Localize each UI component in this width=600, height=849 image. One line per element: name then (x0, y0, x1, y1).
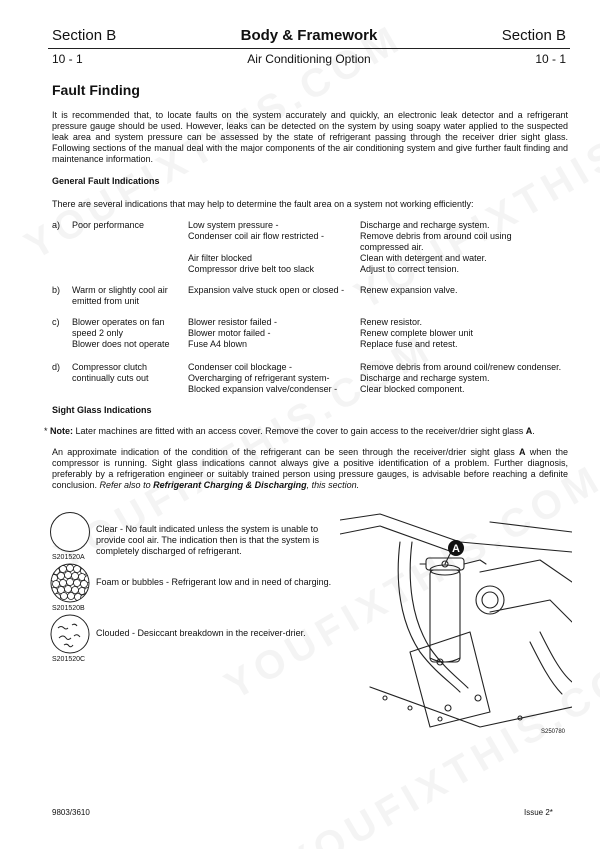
fault-remedy: Renew expansion valve. (360, 285, 458, 295)
note-end: . (532, 426, 535, 436)
sight-glass-code: S201520A (52, 554, 85, 561)
fault-causes (188, 285, 360, 296)
sight-glass-item-clear (48, 512, 348, 564)
fault-remedy: Discharge and recharge system. (360, 373, 490, 383)
fault-remedy: Discharge and recharge system. (360, 220, 490, 230)
fault-remedy: Renew resistor. (360, 317, 423, 327)
fault-remedy: compressed air. (360, 242, 424, 252)
figure-code: S250780 (541, 729, 566, 735)
fault-cause: Blower motor failed - (188, 328, 271, 338)
fault-row-c (52, 317, 572, 351)
fault-key: a) (52, 220, 61, 230)
footer-document-number: 9803/3610 (52, 808, 90, 817)
fault-row-b (52, 285, 572, 309)
fault-cause: Overcharging of refrigerant system- (188, 373, 330, 383)
page-subtitle: Air Conditioning Option (247, 52, 371, 66)
fault-cause: Blocked expansion valve/condenser - (188, 384, 338, 394)
fault-symptom: Blower operates on fan speed 2 only (72, 317, 165, 338)
sight-glass-code: S201520B (52, 605, 85, 612)
fault-remedies (360, 317, 570, 350)
sight-glass-foam-icon (50, 563, 90, 603)
fault-remedy: Replace fuse and retest. (360, 339, 458, 349)
sight-glass-note (44, 426, 535, 436)
fault-symptoms (72, 317, 187, 350)
fault-row-d (52, 362, 572, 396)
fault-causes (188, 317, 360, 350)
note-label: Note: (50, 426, 74, 436)
sight-glass-description: Clear - No fault indicated unless the system is unable to provide cool air. The indication then is that the system is completely discharged of refrigerant. (96, 524, 319, 556)
sight-glass-item-clouded (48, 614, 348, 666)
fault-symptom: Blower does not operate (72, 339, 170, 349)
sight-glass-paragraph (52, 447, 568, 491)
sight-glass-clear-icon (50, 512, 90, 552)
fault-cause: Condenser coil air flow restricted - (188, 231, 325, 241)
fault-cause: Compressor drive belt too slack (188, 264, 315, 274)
fault-finding-heading: Fault Finding (52, 82, 140, 98)
fault-finding-intro: It is recommended that, to locate faults on the system accurately and quickly, an electronic leak detector and a refrigerant pressure gauge should be used. However, leaks can be detected on the system by using soapy water applied to the suspected leak area and system pressure can be assessed by the state of refrigerant passing through the receiver drier sight glass. Following sections of the manual deal with the major components of the air conditioning system and give further fault finding and maintenance information. (52, 110, 568, 164)
sight-glass-clouded-icon (50, 614, 90, 654)
header-bottom-row (48, 52, 570, 68)
fault-remedy: Renew complete blower unit (360, 328, 474, 338)
fault-symptom: Poor performance (72, 220, 145, 230)
sight-glass-text-a: An approximate indication of the condition of the refrigerant can be seen through the receiver/drier sight glass (52, 447, 515, 457)
refer-also: Refer also to (99, 480, 151, 490)
sight-glass-item-foam (48, 563, 348, 615)
sight-glass-description: Foam or bubbles - Refrigerant low and in need of charging. (96, 577, 332, 587)
fault-cause: Air filter blocked (188, 253, 253, 263)
sight-glass-description: Clouded - Desiccant breakdown in the receiver-drier. (96, 628, 306, 638)
fault-remedy: Remove debris from around coil/renew condenser. (360, 362, 562, 372)
header-top-row (48, 27, 570, 47)
fault-key: c) (52, 317, 60, 327)
fault-symptom: Compressor clutch continually cuts out (72, 362, 149, 383)
section-left: Section B (52, 27, 117, 44)
fault-remedy: Adjust to correct tension. (360, 264, 460, 274)
fault-remedy: Clean with detergent and water. (360, 253, 487, 263)
fault-cause: Fuse A4 blown (188, 339, 248, 349)
note-text: Later machines are fitted with an access cover. Remove the cover to gain access to the receiver/drier sight glass (75, 426, 524, 436)
fault-remedy: Clear blocked component. (360, 384, 465, 394)
page-number-left: 10 - 1 (52, 52, 83, 66)
fault-remedies (360, 220, 570, 275)
fault-cause: Low system pressure - (188, 220, 279, 230)
fault-key: d) (52, 362, 61, 372)
fault-cause: Condenser coil blockage - (188, 362, 293, 372)
fault-symptom: Warm or slightly cool air emitted from unit (72, 285, 168, 306)
note-ref: A (525, 426, 533, 436)
page-title: Body & Framework (240, 27, 378, 44)
page-number-right: 10 - 1 (535, 52, 566, 66)
watermark (347, 66, 600, 319)
fault-cause (188, 242, 360, 253)
fault-causes (188, 220, 360, 275)
fault-remedy: Remove debris from around coil using (360, 231, 512, 241)
fault-causes (188, 362, 360, 395)
fault-key: b) (52, 285, 61, 295)
header-rule (48, 48, 570, 49)
fault-row-a (52, 220, 572, 276)
note-star: * (44, 426, 48, 436)
footer-issue: Issue 2* (524, 808, 553, 817)
sight-glass-text-b: when the compressor is running. Sight glass indications cannot always give a positive identification of a problem. Further diagnosis, preferably by a refrigeration engineer or suitably trained person using pressure gauges, is advisable before reaching a definite conclusion. (52, 447, 568, 490)
fault-cause: Blower resistor failed - (188, 317, 278, 327)
sight-glass-heading: Sight Glass Indications (52, 405, 152, 415)
section-right: Section B (501, 27, 566, 44)
sight-glass-ref: A (519, 447, 526, 457)
sight-glass-code: S201520C (52, 656, 86, 663)
general-fault-heading: General Fault Indications (52, 176, 160, 186)
general-fault-intro: There are several indications that may help to determine the fault area on a system not working efficiently: (52, 199, 474, 209)
fault-remedies (360, 362, 570, 395)
callout-a-label: A (452, 543, 460, 555)
refer-tail: , this section. (306, 480, 360, 490)
fault-cause: Expansion valve stuck open or closed - (188, 285, 345, 295)
refer-section-link: Refrigerant Charging & Discharging (153, 480, 307, 490)
receiver-drier-illustration (340, 512, 572, 734)
fault-remedies (360, 285, 570, 296)
